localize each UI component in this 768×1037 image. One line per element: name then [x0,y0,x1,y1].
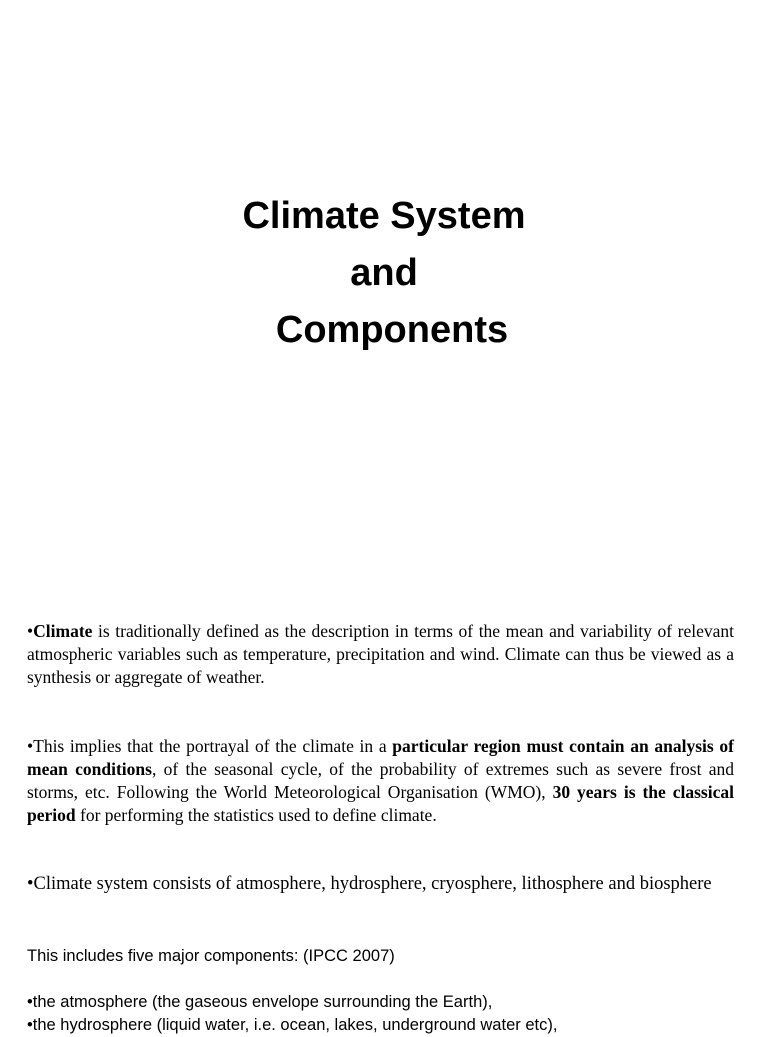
text-part-2: , of the seasonal cycle, of the probability of extremes such as severe frost and storms, etc. Following the World Meteorological Organisation (WMO), [27,759,735,802]
bold-phrase-region: particular region must contain an analysis of mean conditions [27,736,734,779]
list-item-hydrosphere: •the hydrosphere (liquid water, i.e. ocean, lakes, underground water etc), [27,1016,558,1034]
title-line-3: Components [275,309,509,351]
paragraph-climate-portrayal [27,735,734,827]
paragraph-climate-system: •Climate system consists of atmosphere, hydrosphere, cryosphere, lithosphere and biosphere [27,874,712,894]
paragraph-climate-definition [27,620,734,689]
term-climate: Climate [33,621,93,641]
paragraph-components-intro: This includes five major components: (IPCC 2007) [27,947,395,965]
text-part-1: •This implies that the portrayal of the climate in a [27,736,393,756]
list-item-atmosphere: •the atmosphere (the gaseous envelope surrounding the Earth), [27,993,493,1011]
bullet: • [27,621,34,641]
bold-phrase-period: 30 years is the classical period [27,782,734,825]
definition-text: is traditionally defined as the description in terms of the mean and variability of relevant atmospheric variables such as temperature, precipitation and wind. Climate can thus be viewed as a synthesis or aggregate of weather. [27,621,734,687]
slide-title [0,188,768,359]
text-part-3: for performing the statistics used to define climate. [75,805,437,825]
title-line-1: Climate System [242,195,526,237]
title-line-2: and [350,252,418,294]
